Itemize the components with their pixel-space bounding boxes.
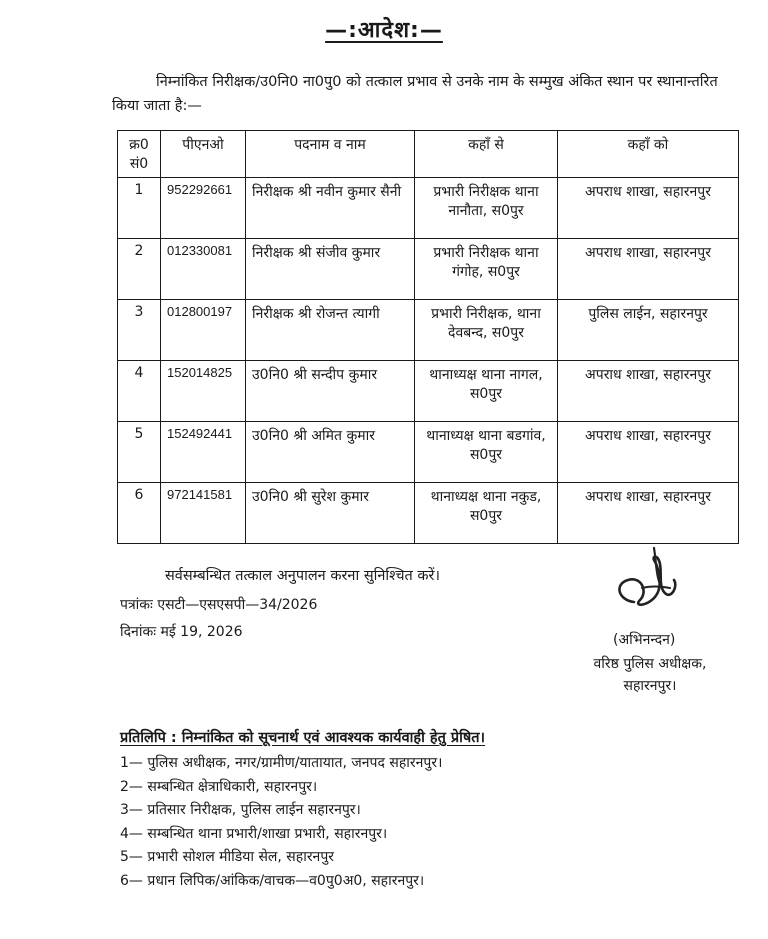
cell-to: अपराध शाखा, सहारनपुर (558, 483, 739, 544)
table-row (118, 178, 739, 239)
table-row (118, 300, 739, 361)
cell-to: अपराध शाखा, सहारनपुर (558, 361, 739, 422)
list-item: 4— सम्बन्धित थाना प्रभारी/शाखा प्रभारी, सहारनपुर। (120, 825, 388, 842)
header-to: कहाँ को (558, 131, 739, 178)
list-item: 3— प्रतिसार निरीक्षक, पुलिस लाईन सहारनपुर। (120, 802, 361, 818)
cell-from: प्रभारी निरीक्षक, थाना देवबन्द, स0पुर (415, 300, 558, 361)
cell-serial: 4 (118, 361, 161, 422)
signatory-name: (अभिनन्दन) (613, 632, 676, 648)
cell-to: अपराध शाखा, सहारनपुर (558, 178, 739, 239)
cell-from: थानाध्यक्ष थाना नागल, स0पुर (415, 361, 558, 422)
header-from: कहाँ से (415, 131, 558, 178)
cell-name: उ0नि0 श्री सन्दीप कुमार (246, 361, 415, 422)
cell-from: प्रभारी निरीक्षक थाना नानौता, स0पुर (415, 178, 558, 239)
list-item: 6— प्रधान लिपिक/आंकिक/वाचक—व0पु0अ0, सहारनपुर। (120, 872, 425, 889)
copy-list (120, 752, 442, 893)
signature-mark (596, 540, 716, 620)
table-row (118, 239, 739, 300)
cell-pno: 952292661 (161, 178, 246, 239)
cell-pno: 152492441 (161, 422, 246, 483)
cell-name: निरीक्षक श्री रोजन्त त्यागी (246, 300, 415, 361)
cell-from: प्रभारी निरीक्षक थाना गंगोह, स0पुर (415, 239, 558, 300)
letter-date: दिनांकः मई 19, 2026 (120, 624, 243, 640)
cell-serial: 1 (118, 178, 161, 239)
cell-serial: 3 (118, 300, 161, 361)
cell-to: अपराध शाखा, सहारनपुर (558, 422, 739, 483)
cell-serial: 2 (118, 239, 161, 300)
cell-pno: 972141581 (161, 483, 246, 544)
cell-pno: 012800197 (161, 300, 246, 361)
signatory-designation: वरिष्ठ पुलिस अधीक्षक, (593, 656, 707, 672)
cell-pno: 012330081 (161, 239, 246, 300)
compliance-note: सर्वसम्बन्धित तत्काल अनुपालन करना सुनिश्चित करें। (165, 568, 440, 584)
list-item: 1— पुलिस अधीक्षक, नगर/ग्रामीण/यातायात, जनपद सहारनपुर। (120, 755, 443, 771)
transfer-table (117, 130, 739, 544)
copy-heading: प्रतिलिपि : निम्नांकित को सूचनार्थ एवं आवश्यक कार्यवाही हेतु प्रेषित। (120, 730, 486, 746)
table-header-row (118, 131, 739, 178)
signatory-location: सहारनपुर। (623, 678, 677, 694)
list-item: 5— प्रभारी सोशल मीडिया सेल, सहारनपुर (120, 849, 335, 865)
cell-serial: 6 (118, 483, 161, 544)
header-name: पदनाम व नाम (246, 131, 415, 178)
table-row (118, 361, 739, 422)
cell-name: निरीक्षक श्री नवीन कुमार सैनी (246, 178, 415, 239)
signatory-designation-block (575, 653, 725, 697)
cell-name: निरीक्षक श्री संजीव कुमार (246, 239, 415, 300)
cell-to: अपराध शाखा, सहारनपुर (558, 239, 739, 300)
cell-serial: 5 (118, 422, 161, 483)
list-item: 2— सम्बन्धित क्षेत्राधिकारी, सहारनपुर। (120, 778, 318, 795)
header-pno: पीएनओ (161, 131, 246, 178)
table-row (118, 422, 739, 483)
letter-number: पत्रांकः एसटी—एसएसपी—34/2026 (120, 597, 318, 613)
cell-from: थानाध्यक्ष थाना बडगांव, स0पुर (415, 422, 558, 483)
cell-name: उ0नि0 श्री सुरेश कुमार (246, 483, 415, 544)
table-row (118, 483, 739, 544)
order-title: —:आदेश:— (325, 18, 443, 43)
cell-to: पुलिस लाईन, सहारनपुर (558, 300, 739, 361)
cell-name: उ0नि0 श्री अमित कुमार (246, 422, 415, 483)
cell-pno: 152014825 (161, 361, 246, 422)
intro-paragraph: निम्नांकित निरीक्षक/उ0नि0 ना0पु0 को तत्काल प्रभाव से उनके नाम के सम्मुख अंकित स्थान पर स्थानान्तरित किया जाता है:— (112, 74, 718, 114)
cell-from: थानाध्यक्ष थाना नकुड, स0पुर (415, 483, 558, 544)
header-serial: क्र0 सं0 (118, 131, 161, 178)
